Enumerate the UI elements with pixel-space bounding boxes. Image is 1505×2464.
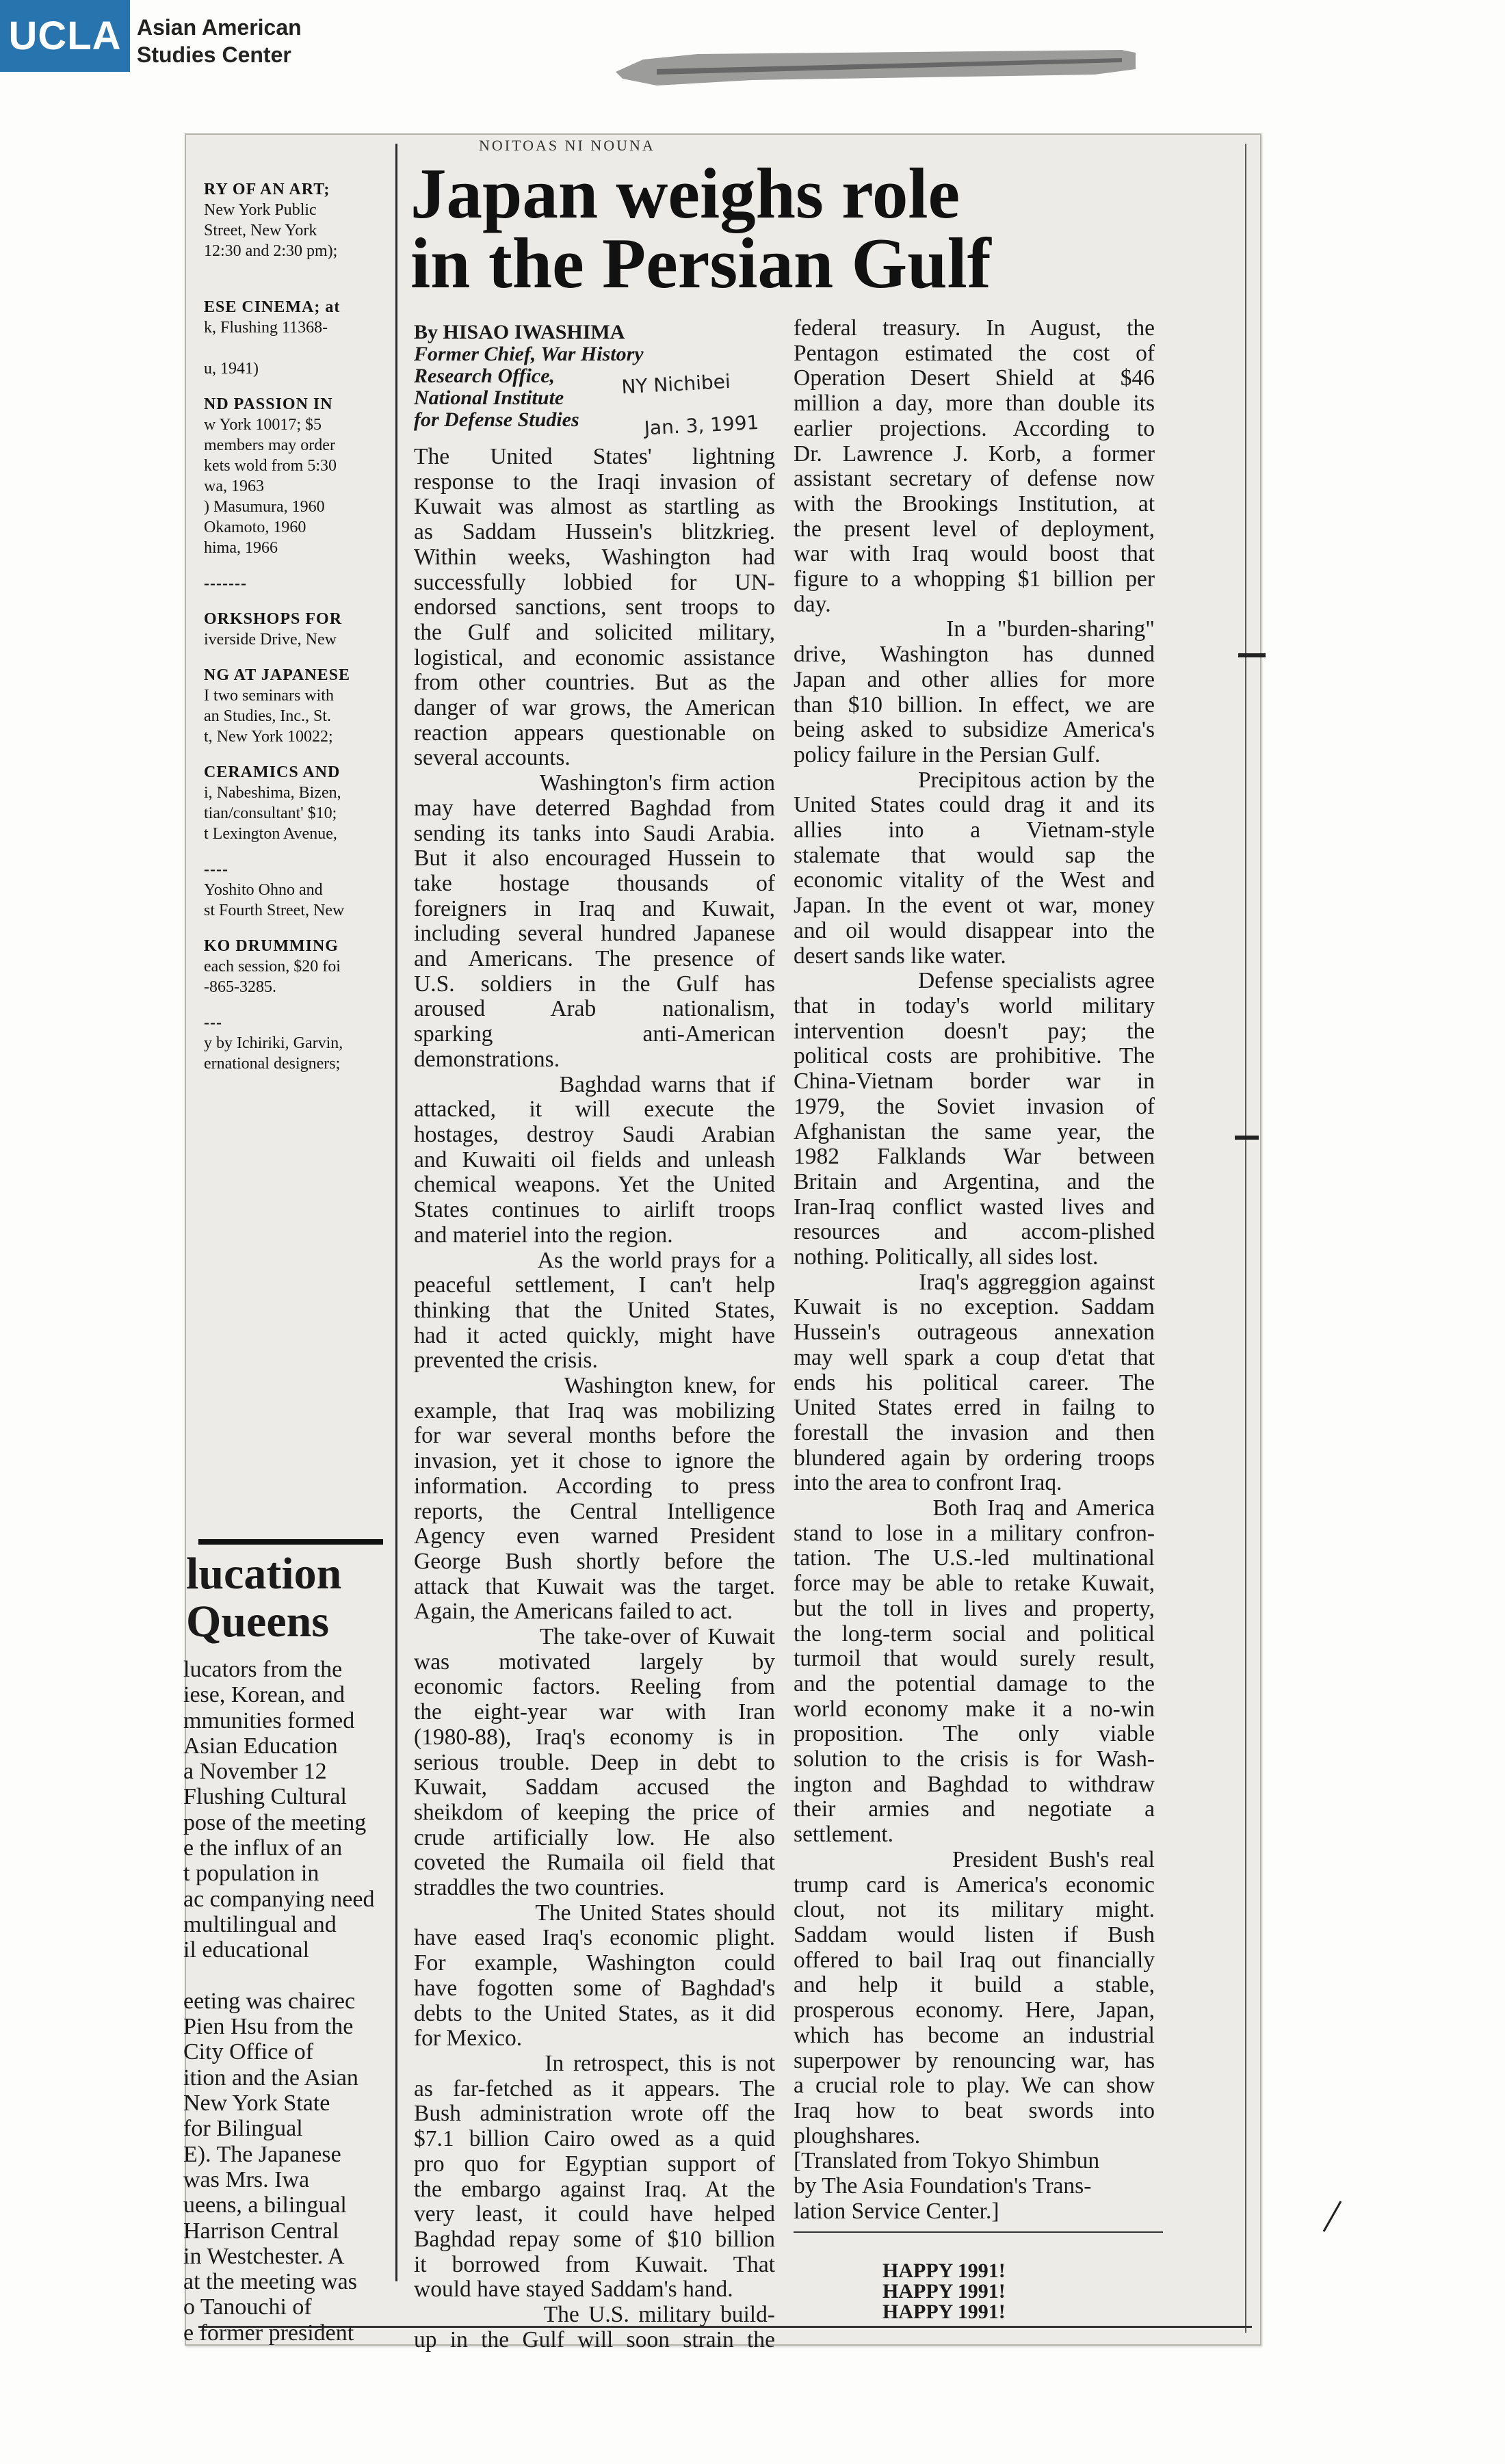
article-text-line: take hostage thousands of xyxy=(414,871,775,896)
listing-line: kets wold from 5:30 xyxy=(204,457,337,475)
article-text-line: (1980-88), Iraq's economy is in xyxy=(414,1725,775,1750)
article-text-line: stand to lose in a military confron- xyxy=(794,1521,1155,1546)
article-text-line: solution to the crisis is for Wash- xyxy=(794,1747,1155,1772)
headline-line2: in the Persian Gulf xyxy=(410,223,991,303)
article-text-line: resources and accom-plished xyxy=(794,1220,1155,1245)
article-text-line: demonstrations. xyxy=(414,1047,560,1072)
article-text-line: forestall the invasion and then xyxy=(794,1420,1155,1445)
left-story-line: ac companying need xyxy=(183,1886,375,1912)
article-text-line: coveted the Rumaila oil field that xyxy=(414,1850,775,1876)
article-text-line: Operation Desert Shield at $46 xyxy=(794,366,1155,391)
article-text-line: million a day, more than double its xyxy=(794,391,1155,417)
left-story-line: was Mrs. Iwa xyxy=(183,2166,310,2192)
article-text-line: by The Asia Foundation's Trans- xyxy=(794,2174,1092,2199)
article-text-line: have fogotten some of Baghdad's xyxy=(414,1976,775,2001)
article-text-line: Precipitous action by the xyxy=(794,768,1155,793)
article-text-line: The U.S. military build- xyxy=(414,2303,775,2328)
article-text-line: Japan. In the event ot war, money xyxy=(794,893,1155,919)
article-text-line: lation Service Center.] xyxy=(794,2199,999,2224)
margin-dash xyxy=(1238,653,1266,657)
signoff-line: HAPPY 1991! xyxy=(882,2301,1006,2323)
article-text-line: being asked to subsidize America's xyxy=(794,718,1155,743)
listing-line: i, Nabeshima, Bizen, xyxy=(204,784,341,802)
article-text-line: that in today's world military xyxy=(794,993,1155,1019)
article-text-line: States continues to airlift troops xyxy=(414,1198,775,1223)
article-text-line: Kuwait, Saddam accused the xyxy=(414,1775,775,1800)
article-text-line: turmoil that would surely result, xyxy=(794,1647,1155,1672)
article-text-line: example, that Iraq was mobilizing xyxy=(414,1398,775,1424)
article-text-line: Bush administration wrote off the xyxy=(414,2101,775,2127)
left-story-line: eeting was chairec xyxy=(183,1988,356,2014)
listing-line: hima, 1966 xyxy=(204,539,278,557)
article-text-line: and Kuwaiti oil fields and unleash xyxy=(414,1147,775,1172)
listing-line: st Fourth Street, New xyxy=(204,902,345,919)
article-text-line: stalemate that would sap the xyxy=(794,843,1155,868)
left-story-line: E). The Japanese xyxy=(183,2141,341,2167)
author-title-line: Research Office, xyxy=(414,365,555,387)
article-headline xyxy=(410,153,1231,303)
article-text-line: Iraq how to beat swords into xyxy=(794,2098,1155,2123)
article-text-line: into the area to confront Iraq. xyxy=(794,1471,1062,1496)
center-name-line1: Asian American xyxy=(137,15,302,40)
left-story-line: ueens, a bilingual xyxy=(183,2192,347,2218)
ucla-logo: UCLA xyxy=(0,0,130,72)
article-text-line: serious trouble. Deep in debt to xyxy=(414,1750,775,1775)
article-column-2 xyxy=(794,316,1155,2224)
clipping-top-edge-text: NOITOAS NI NOUNA xyxy=(479,137,655,154)
author-title-line: for Defense Studies xyxy=(414,408,579,431)
listing-line xyxy=(204,261,397,282)
article-text-line: from other countries. But as the xyxy=(414,670,775,696)
article-text-line: peaceful settlement, I can't help xyxy=(414,1273,775,1298)
article-text-line: but the toll in lives and property, xyxy=(794,1596,1155,1621)
article-text-line: settlement. xyxy=(794,1822,894,1848)
article-text-line: Hussein's outrageous annexation xyxy=(794,1320,1155,1346)
article-text-line: would have stayed Saddam's hand. xyxy=(414,2277,733,2303)
article-text-line: logistical, and economic assistance xyxy=(414,645,775,670)
listing-line: w York 10017; $5 xyxy=(204,416,322,434)
left-headline-line1: lucation xyxy=(186,1549,342,1599)
article-text-line: the embargo against Iraq. At the xyxy=(414,2177,775,2202)
article-text-line: United States could drag it and its xyxy=(794,793,1155,818)
article-text-line: chemical weapons. Yet the United xyxy=(414,1172,775,1198)
article-text-line: Kuwait is no exception. Saddam xyxy=(794,1295,1155,1320)
article-text-line: economic vitality of the West and xyxy=(794,868,1155,893)
listing-line: k, Flushing 11368- xyxy=(204,319,328,337)
clipping-edge-rule xyxy=(1245,144,1246,2333)
article-text-line: The United States should xyxy=(414,1900,775,1926)
article-text-line: $7.1 billion Cairo owed as a quid xyxy=(414,2127,775,2152)
article-text-line: hostages, destroy Saudi Arabian xyxy=(414,1122,775,1147)
left-story-headline xyxy=(186,1550,341,1646)
article-text-line: As the world prays for a xyxy=(414,1248,775,1273)
article-text-line: intervention doesn't pay; the xyxy=(794,1019,1155,1044)
article-text-line: George Bush shortly before the xyxy=(414,1549,775,1574)
article-text-line: Defense specialists agree xyxy=(794,969,1155,994)
article-text-line: attack that Kuwait was the target. xyxy=(414,1574,775,1599)
left-headline-line2: Queens xyxy=(186,1597,330,1647)
article-text-line: blundered again by ordering troops xyxy=(794,1445,1155,1471)
listing-heading: CERAMICS AND xyxy=(204,763,341,781)
article-text-line: the long-term social and political xyxy=(794,1621,1155,1647)
article-text-line: the present level of deployment, xyxy=(794,516,1155,542)
author-title-line: Former Chief, War History xyxy=(414,343,644,365)
article-text-line: U.S. soldiers in the Gulf has xyxy=(414,971,775,997)
article-text-line: had it acted quickly, might have xyxy=(414,1323,775,1348)
article-text-line: have eased Iraq's economic plight. xyxy=(414,1926,775,1951)
article-text-line: Washington knew, for xyxy=(414,1374,775,1399)
article-text-line: for Mexico. xyxy=(414,2026,523,2052)
article-text-line: as Saddam Hussein's blitzkrieg. xyxy=(414,520,775,545)
article-text-line: desert sands like water. xyxy=(794,943,1006,969)
article-text-line: Again, the Americans failed to act. xyxy=(414,1599,733,1625)
listing-line: iverside Drive, New xyxy=(204,631,337,648)
listing-line: members may order xyxy=(204,436,335,454)
left-story-line: Harrison Central xyxy=(183,2218,339,2244)
article-text-line: endorsed sanctions, sent troops to xyxy=(414,595,775,620)
article-text-line: thinking that the United States, xyxy=(414,1298,775,1323)
article-text-line: was motivated largely by xyxy=(414,1649,775,1675)
article-text-line: foreigners in Iraq and Kuwait, xyxy=(414,896,775,921)
signoff-rule xyxy=(794,2231,1163,2233)
listing-line: Street, New York xyxy=(204,222,317,239)
pen-stroke-mark xyxy=(1310,2196,1351,2237)
left-story-line: in Westchester. A xyxy=(183,2243,345,2269)
article-text-line: superpower by renouncing war, has xyxy=(794,2048,1155,2073)
listing-line: an Studies, Inc., St. xyxy=(204,707,331,725)
article-text-line: offered to bail Iraq out financially xyxy=(794,1948,1155,1973)
article-text-line: danger of war grows, the American xyxy=(414,696,775,721)
article-text-line: their armies and negotiate a xyxy=(794,1797,1155,1822)
author-title-line: National Institute xyxy=(414,386,564,409)
article-text-line: straddles the two countries. xyxy=(414,1876,665,1901)
listing-line: y by Ichiriki, Garvin, xyxy=(204,1034,343,1052)
article-text-line: which has become an industrial xyxy=(794,2023,1155,2048)
article-text-line: ington and Baghdad to withdraw xyxy=(794,1772,1155,1797)
article-text-line: [Translated from Tokyo Shimbun xyxy=(794,2149,1100,2174)
article-text-line: political costs are prohibitive. The xyxy=(794,1044,1155,1069)
listing-heading: ESE CINEMA; at xyxy=(204,298,341,316)
article-text-line: Afghanistan the same year, the xyxy=(794,1119,1155,1144)
article-text-line: In a "burden-sharing" xyxy=(794,617,1155,642)
article-text-line: In retrospect, this is not xyxy=(414,2052,775,2076)
article-text-line: The take-over of Kuwait xyxy=(414,1625,775,1650)
left-story-line: multilingual and xyxy=(183,1911,337,1937)
left-story-line: for Bilingual xyxy=(183,2116,303,2142)
article-text-line: up in the Gulf will soon strain the xyxy=(414,2327,775,2352)
article-text-line: world economy make it a no-win xyxy=(794,1696,1155,1722)
article-text-line: Both Iraq and America xyxy=(794,1496,1155,1521)
listing-line: ernational designers; xyxy=(204,1055,341,1073)
center-name-line2: Studies Center xyxy=(137,42,291,67)
article-text-line: trump card is America's economic xyxy=(794,1872,1155,1898)
listing-heading: KO DRUMMING xyxy=(204,937,339,955)
left-story-line: Asian Education xyxy=(183,1733,338,1759)
left-column-listings xyxy=(204,179,397,1074)
article-text-line: But it also encouraged Hussein to xyxy=(414,846,775,871)
listing-line: Yoshito Ohno and xyxy=(204,881,323,899)
article-text-line: Baghdad repay some of $10 billion xyxy=(414,2227,775,2252)
article-text-line: aroused Arab nationalism, xyxy=(414,997,775,1022)
left-story-line: iese, Korean, and xyxy=(183,1682,345,1708)
margin-dash xyxy=(1235,1136,1259,1140)
article-text-line: Within weeks, Washington had xyxy=(414,545,775,570)
listing-line xyxy=(204,338,397,358)
article-text-line: sending its tanks into Saudi Arabia. xyxy=(414,821,775,846)
article-text-line: prosperous economy. Here, Japan, xyxy=(794,1998,1155,2023)
article-text-line: including several hundred Japanese xyxy=(414,921,775,947)
article-text-line: President Bush's real xyxy=(794,1847,1155,1872)
listing-line: New York Public xyxy=(204,201,317,219)
article-text-line: for war several months before the xyxy=(414,1424,775,1449)
article-text-line: Dr. Lawrence J. Korb, a former xyxy=(794,441,1155,467)
left-headline-rule xyxy=(198,1539,383,1545)
article-text-line: successfully lobbied for UN- xyxy=(414,570,775,595)
left-story-line: t population in xyxy=(183,1861,319,1887)
article-text-line: 1982 Falklands War between xyxy=(794,1144,1155,1170)
article-text-line: Japan and other allies for more xyxy=(794,667,1155,692)
article-text-line: with the Brookings Institution, at xyxy=(794,491,1155,516)
article-column-1 xyxy=(414,445,775,2352)
listing-line: -865-3285. xyxy=(204,978,276,996)
listing-line: u, 1941) xyxy=(204,360,259,378)
listing-line: ) Masumura, 1960 xyxy=(204,498,325,516)
article-text-line: force may be able to retake Kuwait, xyxy=(794,1571,1155,1597)
article-text-line: tation. The U.S.-led multinational xyxy=(794,1546,1155,1571)
listing-heading: NG AT JAPANESE xyxy=(204,666,351,684)
article-text-line: Baghdad warns that if xyxy=(414,1072,775,1097)
article-text-line: Iraq's aggreggion against xyxy=(794,1270,1155,1295)
article-text-line: attacked, it will execute the xyxy=(414,1097,775,1123)
signoff-line: HAPPY 1991! xyxy=(882,2280,1006,2303)
article-text-line: 1979, the Soviet invasion of xyxy=(794,1094,1155,1119)
listing-heading: ---- xyxy=(204,861,228,878)
article-text-line: response to the Iraqi invasion of xyxy=(414,469,775,495)
article-text-line: Agency even warned President xyxy=(414,1524,775,1549)
article-text-line: United States erred in failng to xyxy=(794,1395,1155,1421)
article-text-line: information. According to press xyxy=(414,1473,775,1499)
article-text-line: sheikdom of keeping the price of xyxy=(414,1800,775,1825)
left-story-line: o Tanouchi of xyxy=(183,2294,312,2320)
listing-line: Okamoto, 1960 xyxy=(204,519,306,536)
article-text-line: and oil would disappear into the xyxy=(794,918,1155,943)
happy-new-year-signoff xyxy=(882,2261,1006,2322)
left-story-line: Pien Hsu from the xyxy=(183,2014,354,2040)
article-text-line: reaction appears questionable on xyxy=(414,720,775,746)
left-story-line: at the meeting was xyxy=(183,2269,357,2295)
headline-line1: Japan weighs role xyxy=(410,153,960,233)
byline: By HISAO IWASHIMA xyxy=(414,321,625,343)
left-story-line: Flushing Cultural xyxy=(183,1784,347,1810)
article-text-line: China-Vietnam border war in xyxy=(794,1069,1155,1095)
article-text-line: prevented the crisis. xyxy=(414,1348,598,1374)
article-text-line: pro quo for Egyptian support of xyxy=(414,2151,775,2177)
staple-mark xyxy=(616,44,1136,99)
listing-heading: ORKSHOPS FOR xyxy=(204,610,343,628)
article-text-line: reports, the Central Intelligence xyxy=(414,1499,775,1524)
left-story-line: a November 12 xyxy=(183,1759,327,1785)
article-text-line: federal treasury. In August, the xyxy=(794,316,1155,341)
article-text-line: ploughshares. xyxy=(794,2123,921,2149)
article-text-line: The United States' lightning xyxy=(414,445,775,469)
article-text-line: figure to a whopping $1 billion per xyxy=(794,567,1155,592)
listing-line: 12:30 and 2:30 pm); xyxy=(204,242,338,260)
left-story-body xyxy=(183,1657,389,2346)
article-text-line: proposition. The only viable xyxy=(794,1722,1155,1747)
listing-heading: ------- xyxy=(204,575,247,592)
article-text-line: economic factors. Reeling from xyxy=(414,1675,775,1700)
article-text-line: as far-fetched as it appears. The xyxy=(414,2076,775,2101)
handwritten-annotation xyxy=(620,359,760,451)
listing-line: each session, $20 foi xyxy=(204,958,341,975)
article-text-line: crude artificially low. He also xyxy=(414,1825,775,1850)
left-story-line: pose of the meeting xyxy=(183,1809,367,1835)
article-text-line: policy failure in the Persian Gulf. xyxy=(794,742,1101,768)
listing-heading: --- xyxy=(204,1014,222,1032)
article-text-line: assistant secretary of defense now xyxy=(794,467,1155,492)
article-text-line: nothing. Politically, all sides lost. xyxy=(794,1245,1099,1270)
article-text-line: drive, Washington has dunned xyxy=(794,642,1155,668)
article-text-line: Washington's firm action xyxy=(414,771,775,796)
article-text-line: Saddam would listen if Bush xyxy=(794,1923,1155,1948)
article-text-line: Kuwait was almost as startling as xyxy=(414,495,775,520)
listing-line: t, New York 10022; xyxy=(204,728,333,746)
article-text-line: Pentagon estimated the cost of xyxy=(794,341,1155,366)
listing-line: tian/consultant' $10; xyxy=(204,804,337,822)
left-story-line: ition and the Asian xyxy=(183,2065,358,2091)
article-text-line: allies into a Vietnam-style xyxy=(794,818,1155,843)
left-story-line: lucators from the xyxy=(183,1657,343,1682)
handwritten-date: Jan. 3, 1991 xyxy=(643,410,760,440)
left-story-line: mmunities formed xyxy=(183,1707,355,1733)
article-text-line: the eight-year war with Iran xyxy=(414,1700,775,1725)
listing-line: t Lexington Avenue, xyxy=(204,825,337,843)
listing-line: wa, 1963 xyxy=(204,477,264,495)
article-text-line: and the potential damage to the xyxy=(794,1671,1155,1696)
article-text-line: sparking anti-American xyxy=(414,1022,775,1047)
article-text-line: several accounts. xyxy=(414,746,571,771)
article-text-line: very least, it could have helped xyxy=(414,2202,775,2227)
article-text-line: day. xyxy=(794,592,831,617)
listing-heading: ND PASSION IN xyxy=(204,395,333,413)
listing-heading: RY OF AN ART; xyxy=(204,181,330,198)
listing-line: I two seminars with xyxy=(204,687,334,705)
article-text-line: and Americans. The presence of xyxy=(414,947,775,972)
left-story-line: il educational xyxy=(183,1937,310,1963)
article-text-line: may well spark a coup d'etat that xyxy=(794,1345,1155,1370)
article-text-line: a crucial role to play. We can show xyxy=(794,2073,1155,2099)
left-story-line: e former president xyxy=(183,2320,354,2346)
article-text-line: may have deterred Baghdad from xyxy=(414,796,775,821)
article-text-line: the Gulf and solicited military, xyxy=(414,620,775,645)
article-text-line: earlier projections. According to xyxy=(794,416,1155,441)
article-text-line: and help it build a stable, xyxy=(794,1973,1155,1998)
article-text-line: clout, not its military might. xyxy=(794,1898,1155,1923)
article-text-line: than $10 billion. In effect, we are xyxy=(794,692,1155,718)
article-text-line: it borrowed from Kuwait. That xyxy=(414,2252,775,2277)
article-text-line: invasion, yet it chose to ignore the xyxy=(414,1449,775,1474)
article-text-line: For example, Washington could xyxy=(414,1951,775,1976)
article-text-line: Britain and Argentina, and the xyxy=(794,1169,1155,1194)
left-story-line: e the influx of an xyxy=(183,1835,343,1861)
article-text-line: and materiel into the region. xyxy=(414,1222,673,1248)
center-name xyxy=(137,14,302,68)
article-text-line: Iran-Iraq conflict wasted lives and xyxy=(794,1194,1155,1220)
left-story-line: New York State xyxy=(183,2091,330,2116)
handwritten-source: NY Nichibei xyxy=(620,369,731,399)
article-text-line: debts to the United States, as it did xyxy=(414,2001,775,2026)
signoff-line: HAPPY 1991! xyxy=(882,2259,1006,2282)
article-text-line: war with Iraq would boost that xyxy=(794,542,1155,567)
article-text-line: ends his political career. The xyxy=(794,1370,1155,1395)
left-story-line xyxy=(183,1963,389,1989)
left-story-line: City Office of xyxy=(183,2039,314,2065)
